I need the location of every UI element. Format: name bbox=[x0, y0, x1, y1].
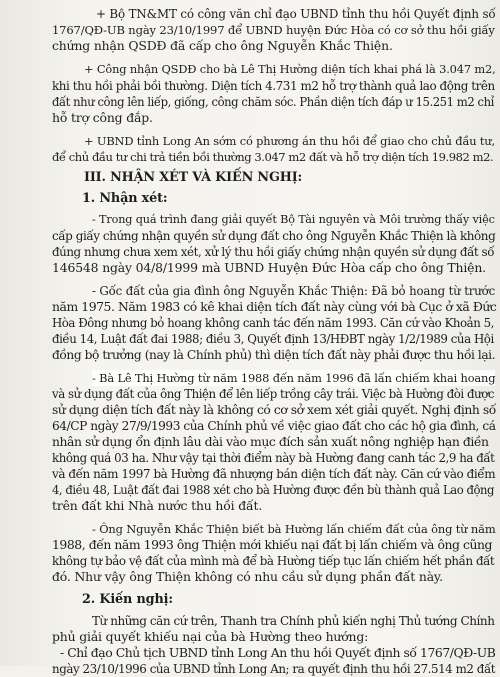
body-line: - Trong quá trình đang giải quyết Bộ Tài nguyên và Môi trường thấy việc bbox=[92, 213, 495, 226]
body-line: phủ giải quyết khiếu nại của bà Hường theo hướng: bbox=[52, 629, 369, 644]
body-line: + UBND tỉnh Long An sớm có phương án thu hồi để giao cho chủ đầu tư, bbox=[84, 134, 496, 148]
subsection-heading: 1. Nhận xét: bbox=[82, 191, 168, 206]
body-line: đó. Như vậy ông Thiện không có nhu cầu sử dụng phần đất này. bbox=[52, 569, 443, 584]
body-line: Từ những căn cứ trên, Thanh tra Chính phủ kiến nghị Thủ tướng Chính bbox=[92, 614, 495, 628]
body-line: đất như công lên liếp, giống, công chăm sóc. Phần diện tích đáp ư 15.251 m2 chỉ bbox=[52, 95, 494, 109]
body-line: không tự bảo vệ đất của mình mà để bà Hường tiếp tục lấn chiếm hết phần đất bbox=[52, 554, 495, 568]
body-line: trên đất khi Nhà nước thu hồi đất. bbox=[52, 498, 263, 513]
body-line: 64/CP ngày 27/9/1993 của Chính phủ về việc giao đất cho các hộ gia đình, cá bbox=[52, 419, 496, 433]
body-line: cấp giấy chứng nhận quyền sử dụng đất cho ông Nguyễn Khắc Thiện là không bbox=[52, 229, 496, 243]
body-line: để chủ đầu tư chi trả tiền bồi thường 3.047 m2 đất và hỗ trợ diện tích 19.982 m2. bbox=[52, 150, 494, 164]
body-line: - Ông Nguyễn Khắc Thiện biết bà Hường lấn chiếm đất của ông từ năm bbox=[92, 522, 496, 536]
body-line: đồng bộ trưởng (nay là Chính phủ) thì diện tích đất này phải được thu hồi lại. bbox=[52, 348, 496, 362]
body-line: không quá 03 ha. Như vậy tại thời điểm này bà Hường đang canh tác 2,9 ha đất bbox=[52, 451, 495, 465]
body-line: chứng nhận QSDĐ đã cấp cho ông Nguyễn Khắc Thiện. bbox=[52, 38, 393, 53]
body-line: 146548 ngày 04/8/1999 mà UBND Huyện Đức Hòa cấp cho ông Thiện. bbox=[52, 260, 486, 275]
body-line: 1767/QĐ-UB ngày 23/10/1997 để UBND huyện Đức Hòa có cơ sở thu hồi giấy bbox=[52, 23, 495, 37]
body-line: sử dụng diện tích đất này là không có cơ sở xem xét giải quyết. Nghị định số bbox=[52, 403, 496, 417]
subsection-heading: 2. Kiến nghị: bbox=[82, 592, 173, 607]
body-line: + Công nhận QSDĐ cho bà Lê Thị Hường diện tích khai phá là 3.047 m2, bbox=[84, 62, 496, 76]
body-line: 4, điều 48, Luật đất đai 1988 xét cho bà Hường được đền bù thành quả Lao động bbox=[52, 483, 495, 497]
body-line: đúng nhưng chưa xem xét, xử lý thu hồi giấy chứng nhận quyền sử dụng đất số bbox=[52, 245, 495, 259]
body-line: - Bà Lê Thị Hường từ năm 1988 đến năm 1996 đã lấn chiếm khai hoang bbox=[92, 371, 496, 385]
body-line: và sử dụng đất của ông Thiện để lên liếp trồng cây trái. Việc bà Hường đòi được bbox=[52, 387, 494, 401]
body-line: Hòa Đông nhưng bỏ hoang không canh tác đến năm 1993. Căn cứ vào Khoản 5, bbox=[52, 316, 494, 330]
body-line: + Bộ TN&MT có công văn chỉ đạo UBND tỉnh thu hồi Quyết định số bbox=[96, 7, 496, 21]
body-line: và đến năm 1997 bà Hường đã nhượng bán diện tích đất này. Căn cứ vào điểm bbox=[52, 467, 496, 481]
body-line: khi thu hồi phải bồi thường. Diện tích 4.731 m2 hỗ trợ thành quả lao động trên bbox=[52, 79, 495, 93]
body-line: nhân sử dụng ổn định lâu dài vào mục đích sản xuất nông nghiệp hạn điền bbox=[52, 434, 489, 449]
body-line: - Gốc đất của gia đình ông Nguyễn Khắc Thiện: Đã bỏ hoang từ trước bbox=[92, 284, 496, 298]
body-line: 1988, đến năm 1993 ông Thiện mới khiếu nại đất bị lấn chiếm và ông cũng bbox=[52, 537, 493, 552]
body-line: - Chỉ đạo Chủ tịch UBND tỉnh Long An thu hồi Quyết định số 1767/QĐ-UB bbox=[60, 645, 496, 660]
body-line: ngày 23/10/1996 của UBND tỉnh Long An; ra quyết định thu hồi 27.514 m2 đất bbox=[52, 662, 496, 676]
body-line: điều 14, Luật đất đai 1988; điều 3, Quyết định 13/HĐBT ngày 1/2/1989 của Hội bbox=[52, 332, 494, 346]
section-heading: III. NHẬN XÉT VÀ KIẾN NGHỊ: bbox=[84, 170, 303, 185]
body-line: hỗ trợ công đắp. bbox=[52, 110, 153, 125]
body-line: năm 1975. Năm 1983 có kê khai diện tích đất này cùng với bà Cục ở xã Đức bbox=[52, 299, 497, 314]
